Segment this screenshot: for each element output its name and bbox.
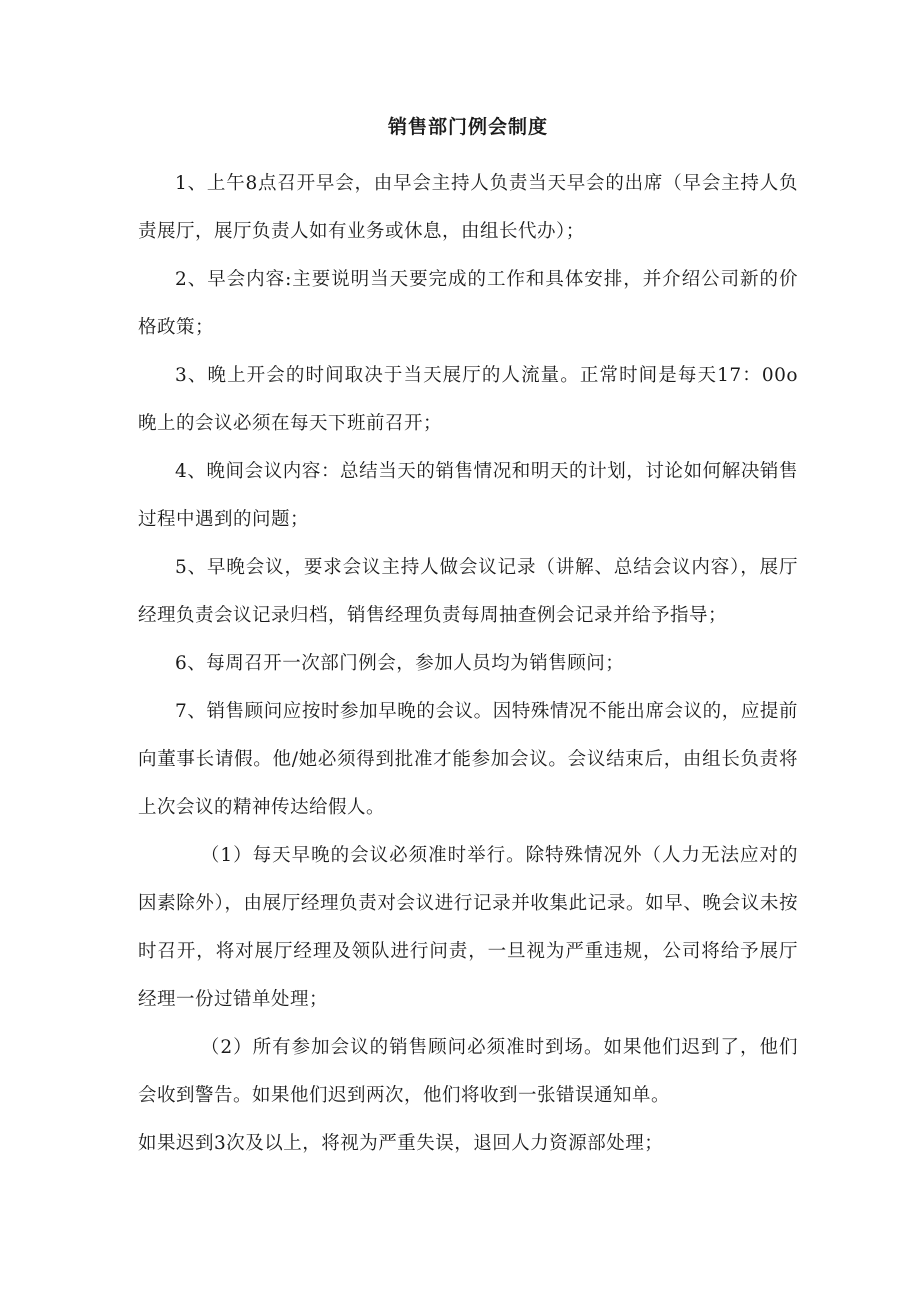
paragraph-3: 3、晚上开会的时间取决于当天展厅的人流量。正常时间是每天17：00o晚上的会议必须在每天下班前召开； — [138, 365, 798, 434]
paragraph-6: 6、每周召开一次部门例会，参加人员均为销售顾问； — [175, 653, 625, 674]
sub-paragraph-1: （1）每天早晚的会议必须准时举行。除特殊情况外（人力无法应对的因素除外），由展厅经理负责对会议进行记录并收集此记录。如早、晚会议未按时召开，将对展厅经理及领队进行问责，一旦视为严重违规，公司将给予展厅经理一份过错单处理； — [138, 845, 798, 1010]
sub-paragraph-2: （2）所有参加会议的销售顾问必须准时到场。如果他们迟到了，他们会收到警告。如果他们迟到两次，他们将收到一张错误通知单。 — [138, 1037, 798, 1106]
paragraph-2: 2、早会内容:主要说明当天要完成的工作和具体安排，并介绍公司新的价格政策； — [138, 269, 798, 338]
document-page — [138, 112, 798, 1168]
paragraph-5: 5、早晚会议，要求会议主持人做会议记录（讲解、总结会议内容），展厅经理负责会议记录归档，销售经理负责每周抽查例会记录并给予指导； — [138, 557, 798, 626]
paragraph-1: 1、上午8点召开早会，由早会主持人负责当天早会的出席（早会主持人负责展厅，展厅负责人如有业务或休息，由组长代办）； — [138, 173, 798, 242]
document-title: 销售部门例会制度 — [387, 116, 548, 138]
closing-paragraph: 如果迟到3次及以上，将视为严重失误，退回人力资源部处理； — [138, 1133, 664, 1154]
paragraph-4: 4、晚间会议内容：总结当天的销售情况和明天的计划，讨论如何解决销售过程中遇到的问题； — [138, 461, 798, 530]
paragraph-7: 7、销售顾问应按时参加早晚的会议。因特殊情况不能出席会议的，应提前向董事长请假。他/她必须得到批准才能参加会议。会议结束后，由组长负责将上次会议的精神传达给假人。 — [138, 701, 798, 818]
